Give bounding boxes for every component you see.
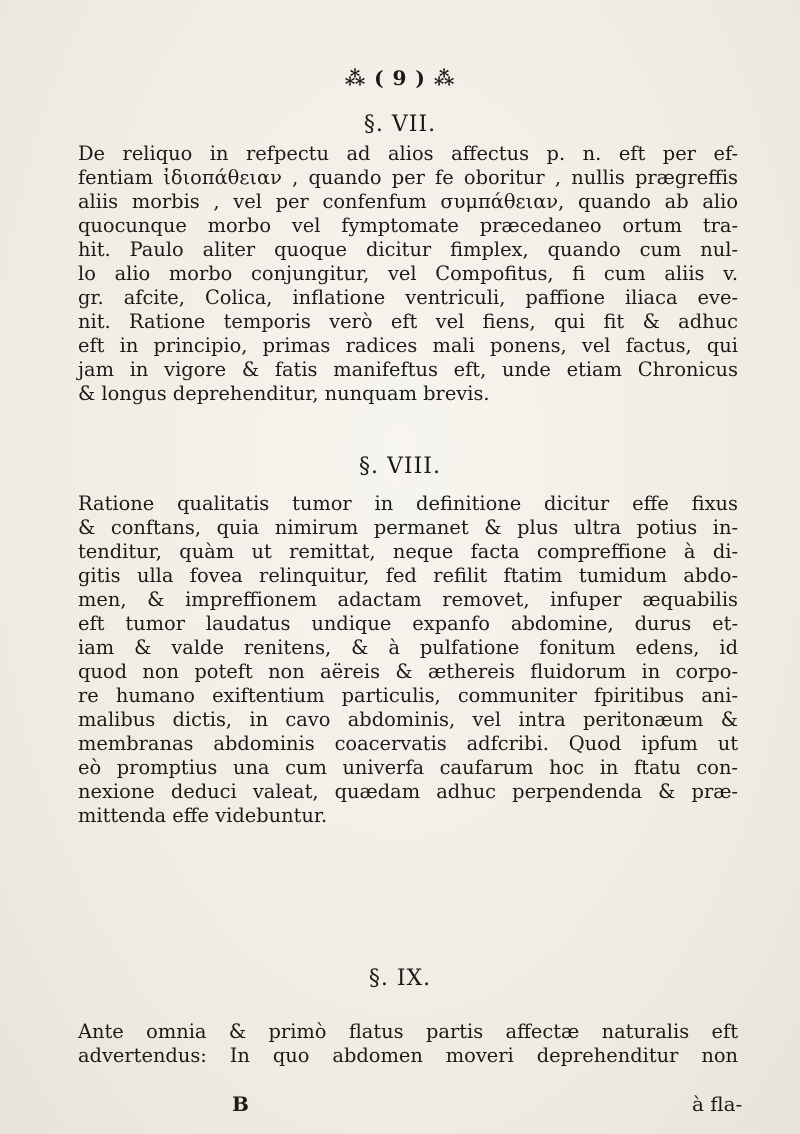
text-line: eò promptius una cum univerfa caufarum hoc in ftatu con-	[78, 756, 738, 779]
text-line: lo alio morbo conjungitur, vel Compofitus, fi cum aliis v.	[78, 262, 738, 285]
text-line: nexione deduci valeat, quædam adhuc perpendenda & præ-	[78, 780, 738, 803]
text-line: gitis ulla fovea relinquitur, fed refilit ftatim tumidum abdo-	[78, 564, 738, 587]
text-line: re humano exiftentium particulis, communiter fpiritibus ani-	[78, 684, 738, 707]
text-line: mittenda effe videbuntur.	[78, 804, 328, 827]
catchword: à fla-	[692, 1092, 743, 1116]
section-heading-viii: §. VIII.	[359, 454, 441, 479]
paragraph-viii	[78, 492, 738, 828]
text-line: eft in principio, primas radices mali ponens, vel factus, qui	[78, 334, 738, 357]
paragraph-vii	[78, 142, 738, 406]
text-line: tenditur, quàm ut remittat, neque facta compreffione à di-	[78, 540, 738, 563]
text-line: fentiam ἰδιοπάθειαν , quando per fe oboritur , nullis prægreffis	[78, 166, 738, 189]
text-line: men, & impreffionem adactam removet, infuper æquabilis	[78, 588, 738, 611]
text-line: hit. Paulo aliter quoque dicitur fimplex, quando cum nul-	[78, 238, 738, 261]
text-line: & conftans, quia nimirum permanet & plus ultra potius in-	[78, 516, 738, 539]
text-line: Ante omnia & primò flatus partis affectæ naturalis eft	[78, 1020, 738, 1043]
text-line: nit. Ratione temporis verò eft vel fiens, qui fit & adhuc	[78, 310, 738, 333]
section-heading-ix: §. IX.	[368, 966, 432, 991]
text-line: aliis morbis , vel per confenfum συμπάθειαν, quando ab alio	[78, 190, 738, 213]
text-line: advertendus: In quo abdomen moveri deprehenditur non	[78, 1044, 738, 1067]
paragraph-ix	[78, 1020, 738, 1068]
text-line: jam in vigore & fatis manifeftus eft, unde etiam Chronicus	[78, 358, 738, 381]
section-heading-vii: §. VII.	[363, 112, 437, 137]
text-line: iam & valde renitens, & à pulfatione fonitum edens, id	[78, 636, 738, 659]
signature-mark: B	[232, 1092, 249, 1116]
page-header: ⁂ ( 9 ) ⁂	[344, 66, 456, 90]
text-line: eft tumor laudatus undique expanfo abdomine, durus et-	[78, 612, 738, 635]
text-line: gr. afcite, Colica, inflatione ventriculi, paffione iliaca eve-	[78, 286, 738, 309]
text-line: quocunque morbo vel fymptomate præcedaneo ortum tra-	[78, 214, 738, 237]
text-line: Ratione qualitatis tumor in definitione dicitur effe fixus	[78, 492, 738, 515]
text-line: quod non poteft non aëreis & æthereis fluidorum in corpo-	[78, 660, 738, 683]
text-line: membranas abdominis coacervatis adfcribi. Quod ipfum ut	[78, 732, 738, 755]
text-line: De reliquo in refpectu ad alios affectus p. n. eft per ef-	[78, 142, 738, 165]
text-line: & longus deprehenditur, nunquam brevis.	[78, 382, 490, 405]
text-line: malibus dictis, in cavo abdominis, vel intra peritonæum &	[78, 708, 738, 731]
